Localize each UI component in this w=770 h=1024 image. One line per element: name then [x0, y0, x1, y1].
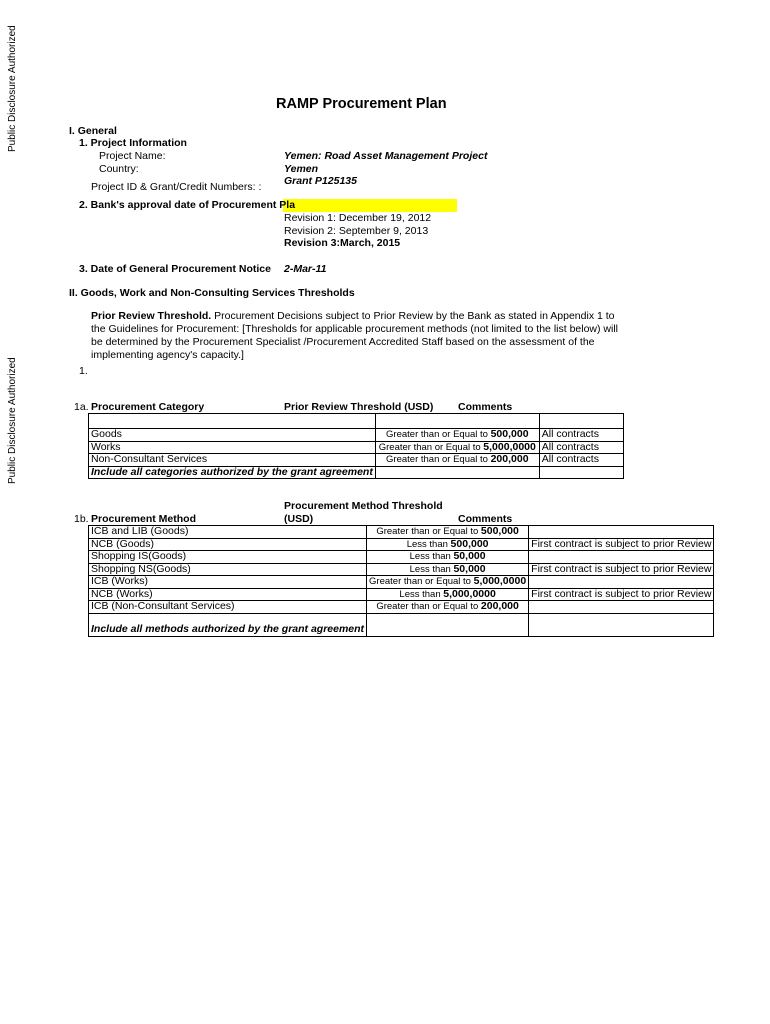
threshold-amount: 5,000,0000 [483, 440, 536, 453]
table-cell: ICB (Works) [89, 576, 367, 589]
table-cell: Shopping IS(Goods) [89, 551, 367, 564]
threshold-amount: 500,000 [450, 537, 489, 550]
threshold-amount: 5,000,0000 [443, 587, 496, 600]
section-general-heading: I. General [69, 125, 117, 137]
table-cell [375, 429, 539, 442]
revision-3: Revision 3:March, 2015 [284, 237, 401, 249]
table-cell: First contract is subject to prior Review [529, 538, 714, 551]
threshold-prefix: Greater than or Equal to [386, 454, 488, 465]
table-cell: Works [89, 441, 376, 454]
table-row [89, 466, 624, 479]
country-label: Country: [99, 163, 139, 175]
table-row [89, 538, 714, 551]
table-row [89, 588, 714, 601]
table-row [89, 613, 714, 636]
page-title: RAMP Procurement Plan [276, 96, 447, 112]
table-cell: ICB (Non-Consultant Services) [89, 601, 367, 614]
table-cell [529, 576, 714, 589]
table-cell [367, 576, 529, 589]
threshold-amount: 200,000 [490, 453, 529, 465]
revision-2: Revision 2: September 9, 2013 [284, 225, 429, 237]
project-name-value: Yemen: Road Asset Management Project [284, 150, 488, 162]
table-cell [529, 551, 714, 564]
table-1a-header-comments: Comments [458, 401, 513, 413]
threshold-prefix: Greater than or Equal to [376, 526, 479, 537]
table-1a-header-threshold: Prior Review Threshold (USD) [284, 401, 434, 413]
section-thresholds-heading: II. Goods, Work and Non-Consulting Services Thresholds [69, 287, 355, 299]
threshold-prefix: Greater than or Equal to [369, 576, 471, 587]
table-1a [88, 413, 624, 479]
table-cell [367, 588, 529, 601]
table-cell [367, 551, 529, 564]
project-name-label: Project Name: [99, 150, 166, 162]
table-1b-header-comments: Comments [458, 513, 513, 525]
procurement-notice-value: 2-Mar-11 [284, 263, 327, 275]
table-1a-header-category: Procurement Category [91, 401, 205, 413]
approval-date-label: 2. Bank's approval date of Procurement Pla [79, 199, 296, 211]
threshold-amount: 50,000 [453, 562, 486, 575]
threshold-prefix: Less than [409, 551, 451, 562]
project-id-label: Project ID & Grant/Credit Numbers: : [91, 181, 262, 193]
list-marker: 1. [79, 365, 88, 377]
table-cell [367, 538, 529, 551]
table-cell: All contracts [539, 441, 623, 454]
table-cell: All contracts [539, 429, 623, 442]
table-cell: Non-Consultant Services [89, 454, 376, 467]
table-cell: All contracts [539, 454, 623, 467]
revision-1: Revision 1: December 19, 2012 [284, 212, 432, 224]
procurement-notice-label: 3. Date of General Procurement Notice [79, 263, 271, 275]
table-cell [367, 563, 529, 576]
table-cell [367, 526, 529, 539]
table-row [89, 414, 624, 429]
table-row [89, 441, 624, 454]
table-row [89, 551, 714, 564]
side-label-top: Public Disclosure Authorized [7, 25, 18, 152]
table-1b-header-method: Procurement Method [91, 513, 197, 525]
table-cell [529, 601, 714, 614]
table-cell: Shopping NS(Goods) [89, 563, 367, 576]
table-1b [88, 525, 714, 637]
table-cell: ICB and LIB (Goods) [89, 526, 367, 539]
table-cell: Goods [89, 429, 376, 442]
threshold-amount: 200,000 [480, 600, 519, 612]
prior-review-lead: Prior Review Threshold. [91, 310, 212, 322]
prior-review-text: Procurement Decisions subject to Prior Review by the Bank as stated in Appendix 1 to the Guidelines for Procurement: [Thresholds for applicable procurement methods (not limited to the list below) will be determined by the Procurement Specialist /Procurement Accredited Staff based on the assessment of the implementing agency's capacity.] [91, 310, 618, 361]
threshold-prefix: Less than [406, 538, 448, 550]
table-row [89, 526, 714, 539]
threshold-prefix: Less than [409, 563, 451, 575]
table-footer-note: Include all categories authorized by the grant agreement [89, 466, 376, 479]
table-cell [375, 454, 539, 467]
table-cell: NCB (Works) [89, 588, 367, 601]
grant-value: Grant P125135 [284, 175, 357, 187]
table-cell [375, 441, 539, 454]
table-row [89, 454, 624, 467]
threshold-prefix: Greater than or Equal to [376, 601, 479, 612]
table-row [89, 429, 624, 442]
table-cell [367, 601, 529, 614]
table-1b-label: 1b. [74, 513, 89, 525]
table-cell: First contract is subject to prior Review [529, 588, 714, 601]
threshold-prefix: Greater than or Equal to [386, 429, 488, 440]
threshold-amount: 50,000 [453, 550, 486, 562]
threshold-amount: 5,000,0000 [473, 575, 527, 587]
threshold-amount: 500,000 [480, 525, 519, 537]
table-cell: NCB (Goods) [89, 538, 367, 551]
prior-review-paragraph [91, 310, 621, 362]
table-row [89, 576, 714, 589]
approval-date-highlight [283, 199, 457, 212]
table-cell: First contract is subject to prior Review [529, 563, 714, 576]
project-info-label: 1. Project Information [79, 137, 187, 149]
threshold-prefix: Less than [399, 588, 441, 600]
table-1a-label: 1a. [74, 401, 89, 413]
table-cell [529, 526, 714, 539]
country-value: Yemen [284, 163, 319, 175]
threshold-prefix: Greater than or Equal to [378, 441, 481, 453]
threshold-amount: 500,000 [490, 428, 529, 440]
table-row [89, 601, 714, 614]
table-footer-note: Include all methods authorized by the grant agreement [89, 613, 367, 636]
side-label-middle: Public Disclosure Authorized [7, 357, 18, 484]
table-1b-header-usd: (USD) [284, 513, 314, 525]
table-1b-header-threshold: Procurement Method Threshold [284, 500, 443, 512]
table-row [89, 563, 714, 576]
